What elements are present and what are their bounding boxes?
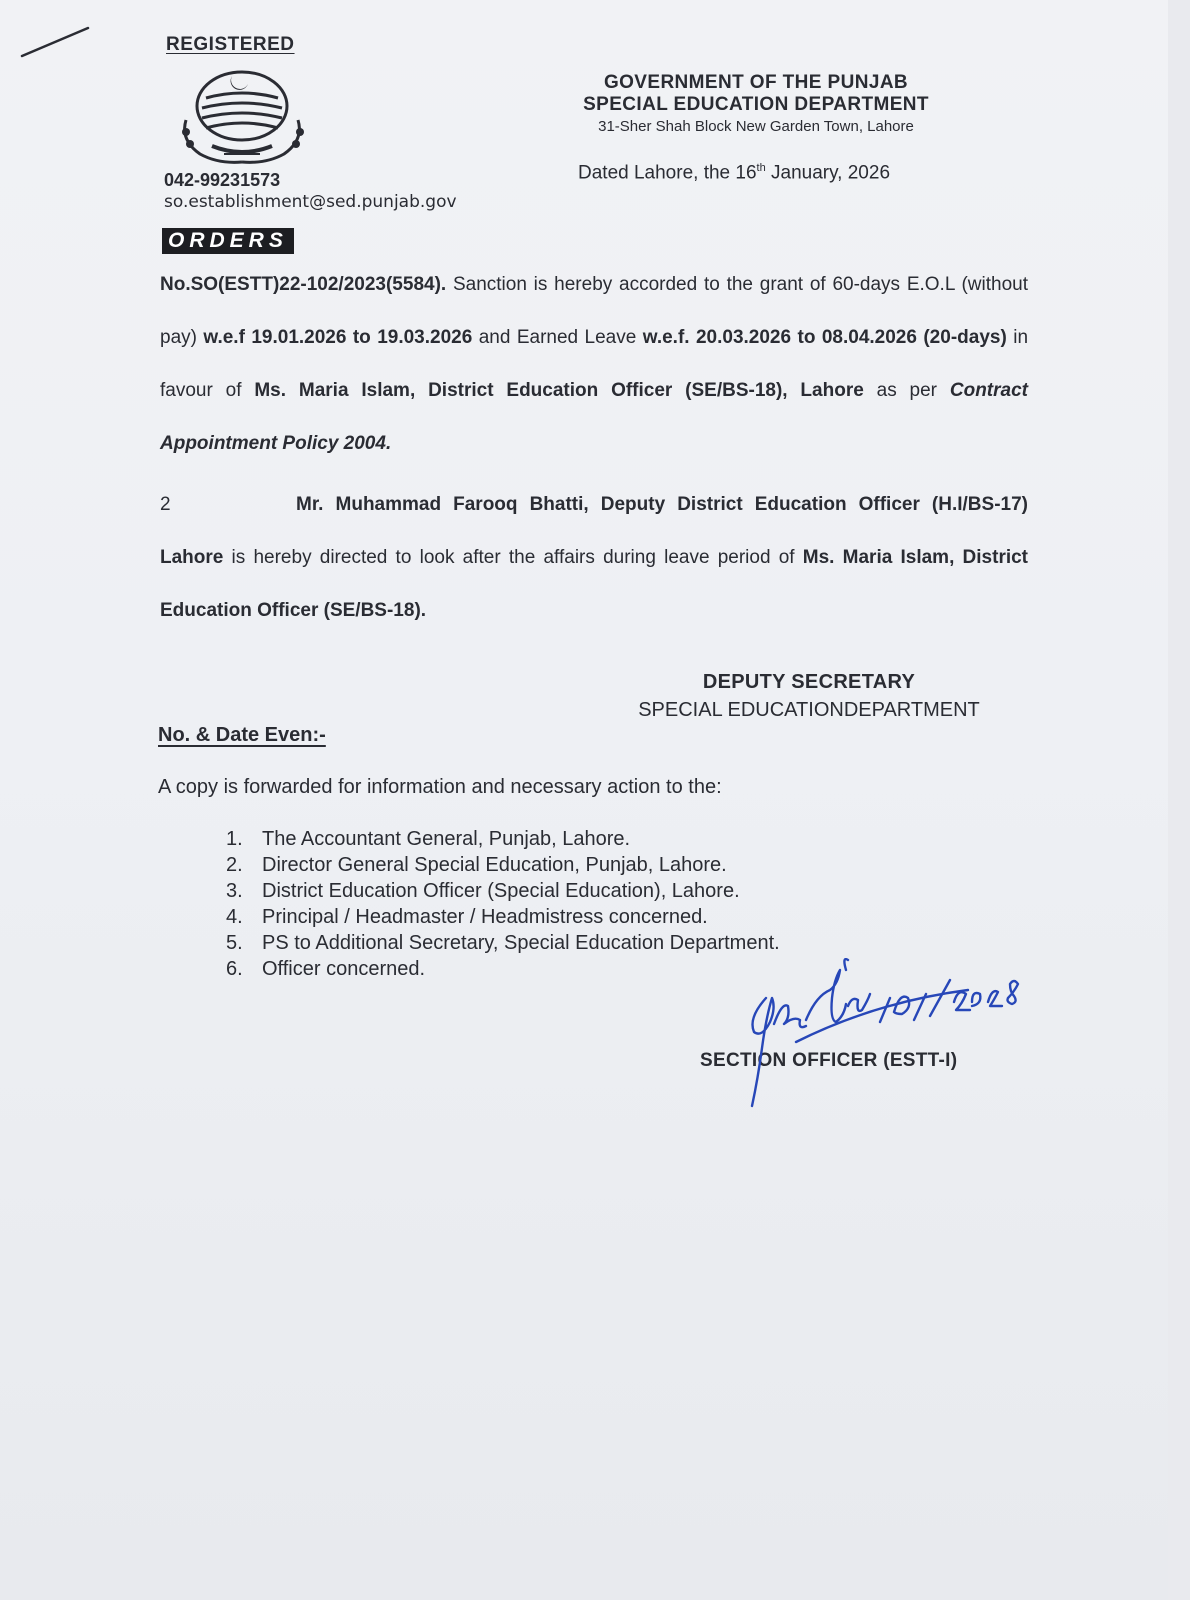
section-officer-title: SECTION OFFICER (ESTT-I) [700,1050,958,1071]
paragraph1-text-a: Sanction is hereby accorded to the grant of 60-days E.O.L (without pay) [160,274,1028,348]
government-title: GOVERNMENT OF THE PUNJAB [603,72,909,93]
list-item: 6. Officer concerned. [226,958,426,980]
punjab-emblem-icon [172,62,314,172]
look-after-officer: Mr. Muhammad Farooq Bhatti, Deputy District Education Officer (H.I/BS-17) Lahore [160,494,1028,568]
email-address: so.establishment@sed.punjab.gov [164,192,457,212]
order-number: No.SO(ESTT)22-102/2023(5584). [160,274,447,295]
government-header [546,72,966,138]
phone-number: 042-99231573 [164,170,281,190]
date-line [578,162,890,184]
paragraph2-text: is hereby directed to look after the affairs during leave period of [223,547,803,568]
list-item: 5. PS to Additional Secretary, Special Education Department. [226,932,780,954]
department-title: SPECIAL EDUCATION DEPARTMENT [583,94,929,115]
pen-stroke-mark [18,22,92,62]
no-date-even-heading: No. & Date Even:- [158,724,326,746]
list-item: 3. District Education Officer (Special Education), Lahore. [226,880,740,902]
date-suffix: January, 2026 [765,162,891,184]
paragraph-number: 2 [160,494,171,515]
earned-leave-period: w.e.f. 20.03.2026 to 08.04.2026 (20-days) [642,327,1007,348]
order-paragraph-2 [160,478,1028,637]
leave-officer: Ms. Maria Islam, District Education Officer (SE/BS-18). [160,547,1029,621]
order-paragraph-1 [160,258,1028,470]
list-item: 2. Director General Special Education, Punjab, Lahore. [226,854,727,876]
paragraph1-text-c: in favour of [160,327,1029,401]
copy-forward-intro: A copy is forwarded for information and necessary action to the: [158,776,722,798]
distribution-list [226,826,780,982]
list-item: 4. Principal / Headmaster / Headmistress concerned. [226,906,708,928]
orders-badge: ORDERS [162,228,294,254]
deputy-secretary-title: DEPUTY SECRETARY [702,671,916,693]
deputy-secretary-department: SPECIAL EDUCATIONDEPARTMENT [638,699,980,721]
paragraph1-text-d: as per [863,380,950,401]
date-prefix: Dated Lahore, the 16 [578,162,757,184]
policy-name: Contract Appointment Policy 2004. [160,380,1028,454]
deputy-secretary-block [604,668,1014,724]
officer-name: Ms. Maria Islam, District Education Officer (SE/BS-18), Lahore [254,380,864,401]
date-ordinal: th [756,162,766,174]
paragraph1-text-b: and Earned Leave [472,327,643,348]
registered-label: REGISTERED [166,34,295,55]
handwritten-signature [736,958,1046,1118]
department-address: 31-Sher Shah Block New Garden Town, Lahore [598,118,914,135]
eol-period: w.e.f 19.01.2026 to 19.03.2026 [203,327,473,348]
list-item: 1. The Accountant General, Punjab, Lahore. [226,828,631,850]
